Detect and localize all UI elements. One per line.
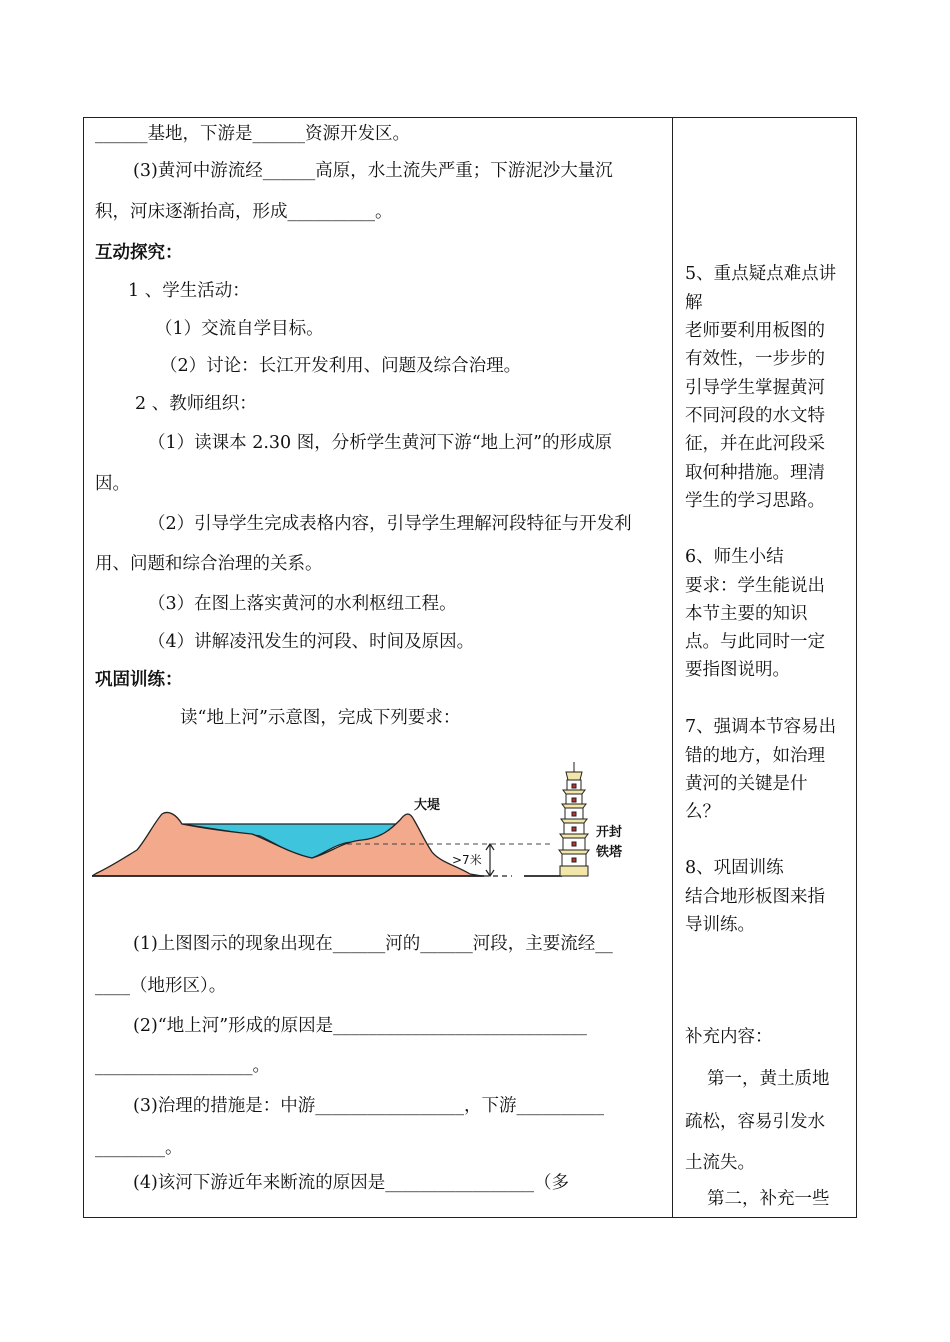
text-line: （2）讨论：长江开发利用、问题及综合治理。 (160, 356, 522, 376)
text-line: ____（地形区）。 (95, 976, 227, 996)
note-line: 取何种措施。理清 (685, 463, 825, 483)
note-line: 土流失。 (685, 1153, 755, 1173)
text-line: (2)“地上河”形成的原因是_____________________________ (133, 1016, 587, 1036)
note-line: 错的地方，如治理 (685, 746, 825, 766)
note-line: 征，并在此河段采 (685, 434, 825, 454)
note-line: 补充内容： (685, 1027, 773, 1047)
note-line: 本节主要的知识 (685, 604, 808, 624)
note-line: 解 (685, 293, 703, 313)
height-label: >7米 (452, 853, 482, 867)
note-line: 老师要利用板图的 (685, 321, 825, 341)
note-line: 8、巩固训练 (685, 858, 784, 878)
tower-label-2: 铁塔 (596, 845, 623, 860)
text-line: 2 、教师组织： (135, 394, 257, 414)
note-line: 6、师生小结 (685, 547, 784, 567)
note-line: 么？ (685, 802, 720, 822)
diagram-instruction: 读“地上河”示意图，完成下列要求： (180, 708, 461, 728)
text-line: （4）讲解凌汛发生的河段、时间及原因。 (148, 632, 475, 652)
note-line: 第一，黄土质地 (707, 1069, 830, 1089)
note-line: 要指图说明。 (685, 660, 790, 680)
section-heading-practice: 巩固训练： (95, 670, 183, 690)
text-line: （2）引导学生完成表格内容，引导学生理解河段特征与开发利 (148, 514, 632, 534)
note-line: 第二，补充一些 (707, 1189, 830, 1209)
iron-tower-icon (559, 762, 589, 876)
text-line: (3)治理的措施是：中游_________________，下游__________ (133, 1096, 605, 1116)
note-line: 7、强调本节容易出 (685, 717, 837, 737)
note-line: 5、重点疑点难点讲 (685, 264, 837, 284)
text-line: 积，河床逐渐抬高，形成__________。 (95, 202, 393, 222)
text-line: ______基地，下游是______资源开发区。 (95, 124, 410, 144)
column-divider (672, 117, 673, 1218)
section-heading-interactive: 互动探究： (95, 243, 183, 263)
note-line: 有效性，一步步的 (685, 349, 825, 369)
text-line: （3）在图上落实黄河的水利枢纽工程。 (148, 594, 457, 614)
elevated-river-diagram (92, 758, 652, 883)
note-line: 结合地形板图来指 (685, 887, 825, 907)
note-line: 引导学生掌握黄河 (685, 378, 825, 398)
note-line: 不同河段的水文特 (685, 406, 825, 426)
note-line: 要求：学生能说出 (685, 576, 825, 596)
text-line: (3)黄河中游流经______高原，水土流失严重；下游泥沙大量沉 (133, 161, 613, 181)
text-line: （1）交流自学目标。 (155, 319, 324, 339)
text-line: 因。 (95, 474, 130, 494)
text-line: （1）读课本 2.30 图，分析学生黄河下游“地上河”的形成原 (148, 433, 613, 453)
text-line: (4)该河下游近年来断流的原因是_________________（多 (133, 1173, 570, 1193)
text-line: 1 、学生活动： (128, 281, 250, 301)
note-line: 点。与此同时一定 (685, 632, 825, 652)
text-line: __________________。 (95, 1056, 270, 1076)
note-line: 学生的学习思路。 (685, 491, 825, 511)
levee-label: 大堤 (414, 798, 441, 813)
note-line: 导训练。 (685, 915, 755, 935)
tower-label-1: 开封 (596, 825, 623, 840)
text-line: (1)上图图示的现象出现在______河的______河段，主要流经__ (133, 934, 613, 954)
text-line: 用、问题和综合治理的关系。 (95, 554, 323, 574)
note-line: 黄河的关键是什 (685, 774, 808, 794)
text-line: ________。 (95, 1138, 183, 1158)
note-line: 疏松，容易引发水 (685, 1112, 825, 1132)
